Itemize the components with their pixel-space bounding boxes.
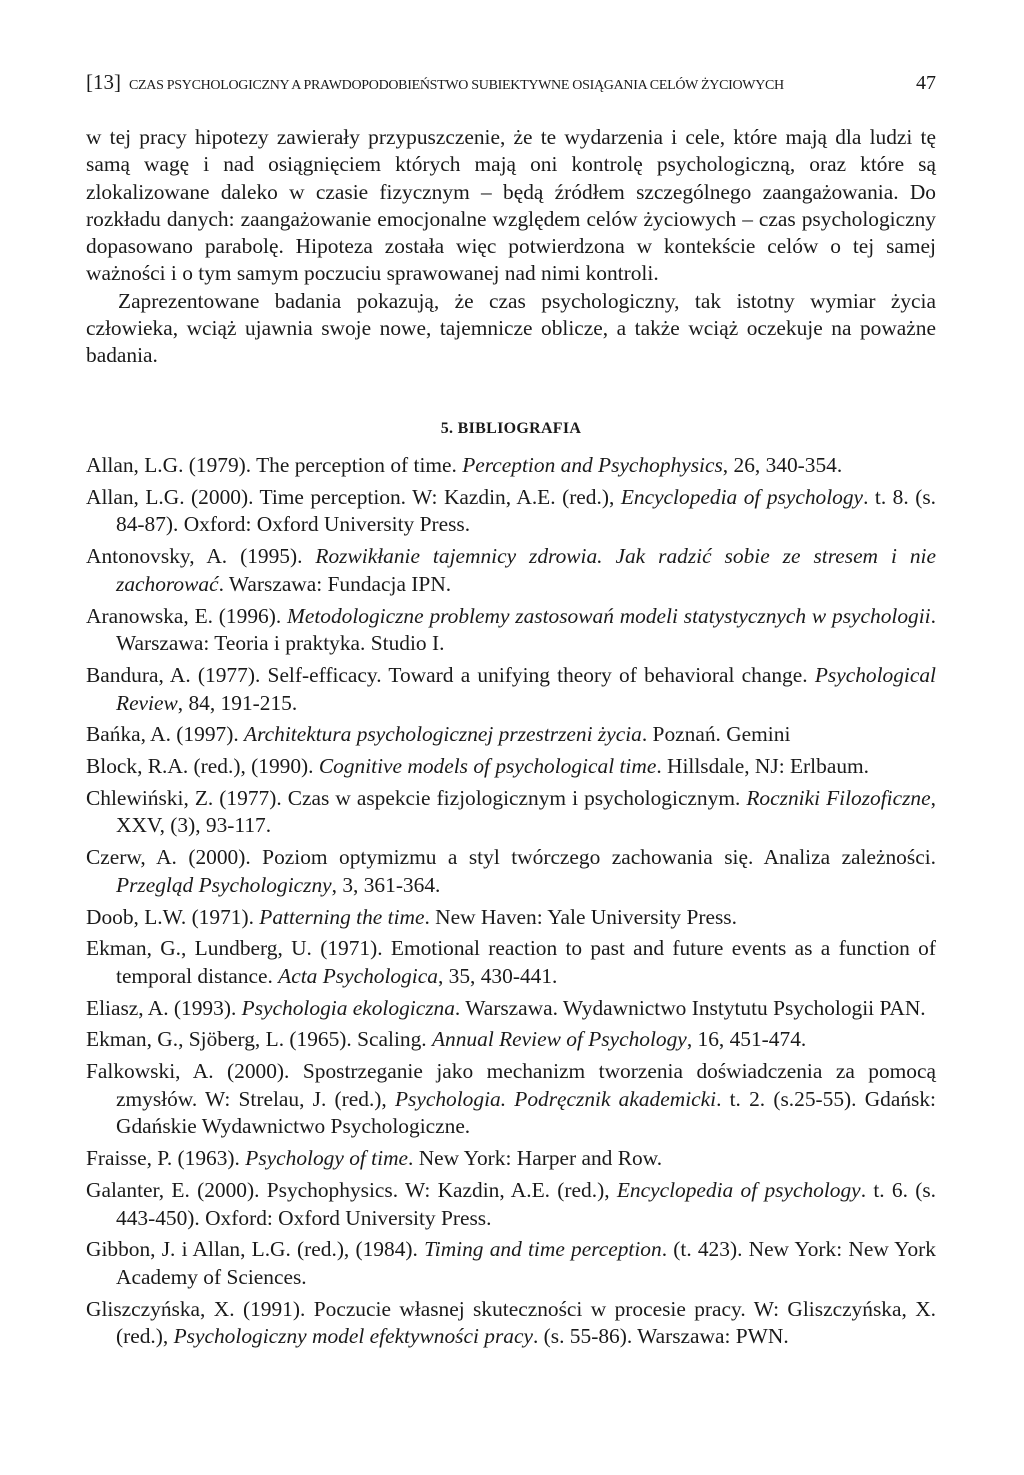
section-title: 5. BIBLIOGRAFIA [440, 420, 582, 437]
entry-details: , 84, 191-215. [177, 690, 298, 715]
entry-text: Gibbon, J. i Allan, L.G. (red.), (1984). [86, 1237, 425, 1262]
entry-details: , 35, 430-441. [437, 963, 558, 988]
bibliography-entry [86, 904, 936, 932]
entry-details: . Warszawa. Wydawnictwo Instytutu Psychologii PAN. [454, 995, 926, 1020]
entry-text: Allan, L.G. (1979). The perception of time. [86, 453, 463, 477]
entry-details: . t. 8. (s. 84-87). Oxford: Oxford University Press. [116, 484, 936, 537]
bibliography-entry [86, 935, 936, 990]
bibliography-entry [86, 484, 936, 539]
entry-text: Ekman, G., Lundberg, U. (1971). Emotional reaction to past and future events as a function of temporal distance. [86, 936, 936, 988]
bibliography-entry [86, 1296, 936, 1351]
running-header [86, 70, 936, 95]
bibliography-entry [86, 995, 936, 1023]
bibliography-entry [86, 1236, 936, 1291]
entry-text: Gliszczyńska, X. (1991). Poczucie własnej skuteczności w procesie pracy. W: Gliszczyńska, X. (red.), [86, 1296, 936, 1349]
entry-details: . (s. 55-86). Warszawa: PWN. [532, 1324, 789, 1349]
entry-details: . Warszawa: Fundacja IPN. [218, 571, 452, 596]
chapter-number: [13] [86, 70, 121, 94]
entry-title: Perception and Psychophysics [462, 453, 723, 477]
entry-title: Rozwikłanie tajemnicy zdrowia. Jak radzić sobie ze stresem i nie zachorować [116, 544, 936, 596]
entry-text: Falkowski, A. (2000). Spostrzeganie jako mechanizm tworzenia doświadczenia za pomocą zmysłów. W: Strelau, J. (red.), [86, 1059, 936, 1111]
bibliography-entry [86, 662, 936, 717]
entry-text: Chlewiński, Z. (1977). Czas w aspekcie fizjologicznym i psychologicznym. [86, 785, 747, 810]
page-number: 47 [916, 72, 936, 94]
entry-title: Timing and time perception [424, 1237, 662, 1262]
entry-title: Psychologia ekologiczna [241, 995, 455, 1020]
entry-title: Metodologiczne problemy zastosowań modeli statystycznych w psychologii [287, 603, 931, 628]
entry-text: Eliasz, A. (1993). [86, 995, 242, 1020]
entry-details: , XXV, (3), 93-117. [116, 785, 936, 838]
entry-text: Doob, L.W. (1971). [86, 904, 260, 929]
bibliography-entry [86, 1177, 936, 1232]
entry-title: Architektura psychologicznej przestrzeni życia [244, 722, 642, 747]
bibliography-entry [86, 603, 936, 658]
entry-title: Psychologiczny model efektywności pracy [173, 1324, 533, 1349]
paragraph-2: Zaprezentowane badania pokazują, że czas psychologiczny, tak istotny wymiar życia człowieka, wciąż ujawnia swoje nowe, tajemnicze oblicze, a także wciąż oczekuje na poważne badania. [86, 288, 936, 368]
entry-details: . Warszawa: Teoria i praktyka. Studio I. [116, 603, 936, 656]
bibliography-entry [86, 1058, 936, 1141]
entry-title: Acta Psychologica [278, 963, 438, 988]
bibliography-list [86, 452, 936, 1355]
entry-details: , 3, 361-364. [331, 872, 441, 897]
entry-details: . Hillsdale, NJ: Erlbaum. [656, 754, 869, 779]
entry-text: Bandura, A. (1977). Self-efficacy. Toward a unifying theory of behavioral change. [86, 662, 815, 687]
entry-details: , 16, 451-474. [686, 1027, 807, 1052]
bibliography-entry [86, 753, 936, 781]
entry-details: . t. 2. (s.25-55). Gdańsk: Gdańskie Wydawnictwo Psychologiczne. [116, 1086, 936, 1139]
bibliography-entry [86, 844, 936, 899]
running-title: CZAS PSYCHOLOGICZNY A PRAWDOPODOBIEŃSTWO SUBIEKTYWNE OSIĄGANIA CELÓW ŻYCIOWYCH [129, 78, 784, 93]
entry-title: Patterning the time [259, 904, 425, 929]
entry-title: Przegląd Psychologiczny [116, 872, 332, 897]
entry-title: Encyclopedia of psychology [616, 1177, 861, 1202]
entry-title: Encyclopedia of psychology [620, 484, 864, 509]
entry-text: Bańka, A. (1997). [86, 722, 245, 747]
bibliography-entry [86, 1026, 936, 1054]
bibliography-entry [86, 785, 936, 840]
entry-details: . (t. 423). New York: New York Academy of Sciences. [116, 1237, 936, 1289]
entry-details: , 26, 340-354. [722, 453, 843, 477]
entry-details: . t. 6. (s. 443-450). Oxford: Oxford University Press. [116, 1177, 937, 1230]
entry-details: . Poznań. Gemini [641, 722, 791, 747]
entry-text: Czerw, A. (2000). Poziom optymizmu a styl twórczego zachowania się. Analiza zależności. [86, 845, 936, 870]
bibliography-entry [86, 543, 936, 598]
bibliography-entry [86, 452, 936, 480]
entry-text: Block, R.A. (red.), (1990). [86, 754, 319, 779]
entry-title: Roczniki Filozoficzne [746, 785, 931, 810]
entry-title: Cognitive models of psychological time [318, 754, 657, 779]
entry-title: Psychological Review [116, 662, 936, 715]
body-text [86, 124, 936, 370]
entry-text: Ekman, G., Sjöberg, L. (1965). Scaling. [86, 1027, 432, 1052]
entry-text: Fraisse, P. (1963). [86, 1146, 246, 1171]
entry-title: Psychologia. Podręcznik akademicki [394, 1086, 717, 1111]
entry-text: Galanter, E. (2000). Psychophysics. W: Kazdin, A.E. (red.), [86, 1177, 617, 1202]
paragraph-1: w tej pracy hipotezy zawierały przypuszczenie, że te wydarzenia i cele, które mają dla ludzi tę samą wagę i nad osiągnięciem których mają oni kontrolę psychologiczną, oraz które są zlokalizowane daleko w czasie fizycznym – będą źródłem szczególnego zaangażowania. Do rozkładu danych: zaangażowanie emocjonalne względem celów życiowych – czas psychologiczny dopasowano parabolę. Hipoteza została więc potwierdzona w kontekście celów o tej samej ważności i o tym samym poczuciu sprawowanej nad nimi kontroli. [86, 125, 936, 286]
entry-title: Annual Review of Psychology [431, 1027, 687, 1052]
entry-title: Psychology of time [245, 1146, 409, 1171]
entry-details: . New Haven: Yale University Press. [424, 904, 737, 929]
bibliography-entry [86, 721, 936, 749]
entry-details: . New York: Harper and Row. [408, 1146, 663, 1171]
bibliography-entry [86, 1145, 936, 1173]
entry-text: Aranowska, E. (1996). [86, 603, 287, 628]
entry-text: Antonovsky, A. (1995). [86, 544, 316, 569]
entry-text: Allan, L.G. (2000). Time perception. W: Kazdin, A.E. (red.), [86, 484, 621, 509]
